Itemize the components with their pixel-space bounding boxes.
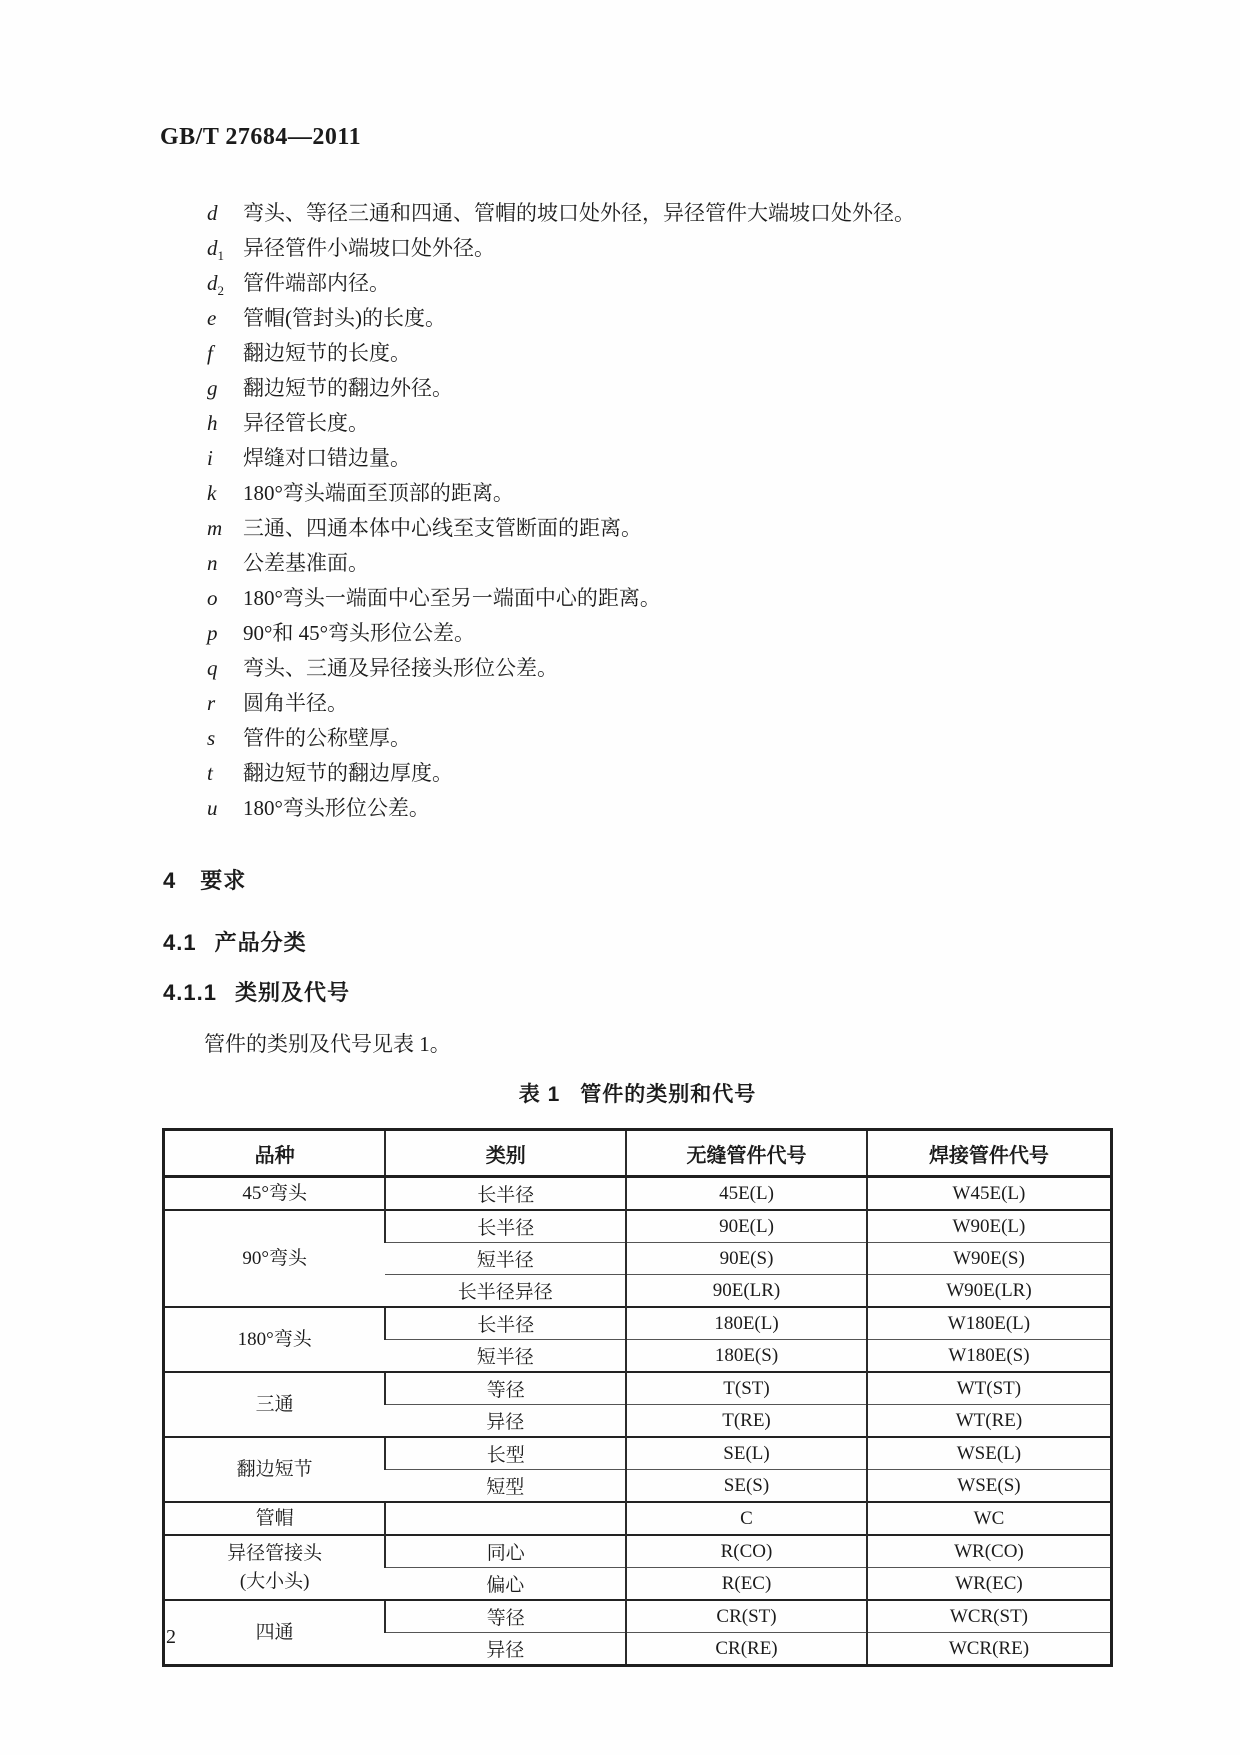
symbol-letter: $d_1$ — [207, 236, 224, 264]
definition-text: 管件的公称壁厚。 — [243, 726, 411, 750]
table-caption-title: 管件的类别和代号 — [580, 1083, 757, 1106]
welded-code-cell: WSE(S) — [867, 1470, 1112, 1503]
category-cell: 短型 — [385, 1470, 626, 1503]
category-cell: 等径 — [385, 1600, 626, 1633]
category-cell: 异径 — [385, 1633, 626, 1666]
section-heading-4-1 — [163, 926, 307, 957]
seamless-code-cell: 90E(L) — [626, 1210, 867, 1243]
definition-text: 翻边短节的长度。 — [243, 341, 411, 365]
definition-text: 弯头、等径三通和四通、管帽的坡口处外径，异径管件大端坡口处外径。 — [243, 201, 915, 225]
page-number: 2 — [166, 1626, 176, 1648]
fitting-classification-table — [162, 1128, 1113, 1667]
seamless-code-cell: CR(ST) — [626, 1600, 867, 1633]
product-cell: 45°弯头 — [164, 1177, 386, 1211]
definition-item — [207, 231, 915, 266]
seamless-code-cell: 180E(S) — [626, 1340, 867, 1373]
symbol-definitions-list — [207, 196, 915, 826]
section-number: 4.1.1 — [163, 980, 217, 1005]
section-heading-4 — [163, 864, 246, 895]
section-title: 类别及代号 — [234, 980, 350, 1005]
product-cell: 四通 — [164, 1600, 386, 1666]
symbol-letter: d — [207, 201, 218, 225]
definition-item — [207, 371, 915, 406]
definition-item — [207, 651, 915, 686]
definition-item — [207, 301, 915, 336]
definition-text: 翻边短节的翻边外径。 — [243, 376, 453, 400]
definition-text: 90°和 45°弯头形位公差。 — [243, 621, 476, 645]
definition-text: 三通、四通本体中心线至支管断面的距离。 — [243, 516, 642, 540]
welded-code-cell: WCR(RE) — [867, 1633, 1112, 1666]
welded-code-cell: WR(EC) — [867, 1568, 1112, 1601]
section-title: 产品分类 — [214, 930, 307, 955]
table-header-cell: 类别 — [385, 1130, 626, 1177]
table-row — [164, 1535, 1112, 1568]
definition-item — [207, 511, 915, 546]
product-cell: 三通 — [164, 1372, 386, 1437]
product-cell: 90°弯头 — [164, 1210, 386, 1307]
section-number: 4.1 — [163, 930, 197, 955]
symbol-letter: p — [207, 621, 218, 645]
product-cell: 翻边短节 — [164, 1437, 386, 1502]
definition-text: 弯头、三通及异径接头形位公差。 — [243, 656, 558, 680]
definition-text: 翻边短节的翻边厚度。 — [243, 761, 453, 785]
seamless-code-cell: 45E(L) — [626, 1177, 867, 1211]
seamless-code-cell: R(CO) — [626, 1535, 867, 1568]
category-cell: 等径 — [385, 1372, 626, 1405]
seamless-code-cell: 90E(LR) — [626, 1275, 867, 1308]
table-row — [164, 1502, 1112, 1535]
definition-item — [207, 441, 915, 476]
definition-item — [207, 791, 915, 826]
product-cell: 管帽 — [164, 1502, 386, 1535]
welded-code-cell: WSE(L) — [867, 1437, 1112, 1470]
welded-code-cell: WT(RE) — [867, 1405, 1112, 1438]
symbol-letter: q — [207, 656, 218, 680]
table-header-cell: 焊接管件代号 — [867, 1130, 1112, 1177]
definition-text: 180°弯头端面至顶部的距离。 — [243, 481, 514, 505]
category-cell: 长型 — [385, 1437, 626, 1470]
definition-text: 公差基准面。 — [243, 551, 369, 575]
category-cell — [385, 1502, 626, 1535]
symbol-letter: h — [207, 411, 218, 435]
definition-text: 管帽(管封头)的长度。 — [243, 306, 446, 330]
category-cell: 同心 — [385, 1535, 626, 1568]
symbol-letter: k — [207, 481, 217, 505]
definition-text: 异径管件小端坡口处外径。 — [243, 236, 495, 260]
category-cell: 短半径 — [385, 1243, 626, 1275]
table-row — [164, 1600, 1112, 1633]
table-caption — [162, 1078, 1113, 1108]
definition-item — [207, 476, 915, 511]
seamless-code-cell: T(RE) — [626, 1405, 867, 1438]
symbol-letter: u — [207, 796, 218, 820]
welded-code-cell: W180E(S) — [867, 1340, 1112, 1373]
table-row — [164, 1307, 1112, 1340]
symbol-letter: r — [207, 691, 216, 715]
category-cell: 偏心 — [385, 1568, 626, 1601]
welded-code-cell: W90E(S) — [867, 1243, 1112, 1275]
table-header-cell: 品种 — [164, 1130, 386, 1177]
symbol-letter: s — [207, 726, 216, 750]
seamless-code-cell: C — [626, 1502, 867, 1535]
intro-paragraph: 管件的类别及代号见表 1。 — [204, 1032, 451, 1056]
symbol-letter: m — [207, 516, 223, 540]
definition-item — [207, 546, 915, 581]
seamless-code-cell: SE(L) — [626, 1437, 867, 1470]
section-title: 要求 — [200, 868, 247, 893]
definition-text: 180°弯头一端面中心至另一端面中心的距离。 — [243, 586, 661, 610]
definition-text: 管件端部内径。 — [243, 271, 390, 295]
welded-code-cell: WC — [867, 1502, 1112, 1535]
definition-text: 焊缝对口错边量。 — [243, 446, 411, 470]
welded-code-cell: W90E(L) — [867, 1210, 1112, 1243]
seamless-code-cell: T(ST) — [626, 1372, 867, 1405]
definition-text: 圆角半径。 — [243, 691, 348, 715]
welded-code-cell: WT(ST) — [867, 1372, 1112, 1405]
symbol-letter: n — [207, 551, 218, 575]
seamless-code-cell: SE(S) — [626, 1470, 867, 1503]
welded-code-cell: W90E(LR) — [867, 1275, 1112, 1308]
category-cell: 异径 — [385, 1405, 626, 1438]
definition-item — [207, 756, 915, 791]
table-row — [164, 1210, 1112, 1243]
product-cell: 180°弯头 — [164, 1307, 386, 1372]
standard-number: GB/T 27684—2011 — [160, 124, 362, 150]
definition-item — [207, 336, 915, 371]
table-row — [164, 1177, 1112, 1211]
seamless-code-cell: R(EC) — [626, 1568, 867, 1601]
product-cell: 异径管接头 (大小头) — [164, 1535, 386, 1600]
definition-text: 异径管长度。 — [243, 411, 369, 435]
table-row — [164, 1437, 1112, 1470]
table-header-row — [164, 1130, 1112, 1177]
symbol-letter: f — [207, 341, 213, 365]
category-cell: 长半径 — [385, 1307, 626, 1340]
welded-code-cell: WCR(ST) — [867, 1600, 1112, 1633]
definition-item — [207, 266, 915, 301]
table-header-cell: 无缝管件代号 — [626, 1130, 867, 1177]
symbol-letter: o — [207, 586, 218, 610]
definition-text: 180°弯头形位公差。 — [243, 796, 430, 820]
category-cell: 长半径 — [385, 1177, 626, 1211]
definition-item — [207, 581, 915, 616]
definition-item — [207, 721, 915, 756]
seamless-code-cell: 180E(L) — [626, 1307, 867, 1340]
section-heading-4-1-1 — [163, 976, 350, 1007]
definition-item — [207, 616, 915, 651]
welded-code-cell: W45E(L) — [867, 1177, 1112, 1211]
symbol-letter: g — [207, 376, 218, 400]
section-number: 4 — [163, 868, 177, 893]
table-caption-label: 表 1 — [518, 1083, 561, 1106]
definition-item — [207, 406, 915, 441]
seamless-code-cell: CR(RE) — [626, 1633, 867, 1666]
welded-code-cell: W180E(L) — [867, 1307, 1112, 1340]
welded-code-cell: WR(CO) — [867, 1535, 1112, 1568]
symbol-letter: i — [207, 446, 213, 470]
table-row — [164, 1372, 1112, 1405]
category-cell: 长半径 — [385, 1210, 626, 1243]
category-cell: 长半径异径 — [385, 1275, 626, 1308]
definition-item — [207, 196, 915, 231]
definition-item — [207, 686, 915, 721]
category-cell: 短半径 — [385, 1340, 626, 1373]
symbol-letter: e — [207, 306, 217, 330]
symbol-letter: $d_2$ — [207, 271, 224, 299]
seamless-code-cell: 90E(S) — [626, 1243, 867, 1275]
symbol-letter: t — [207, 761, 213, 785]
